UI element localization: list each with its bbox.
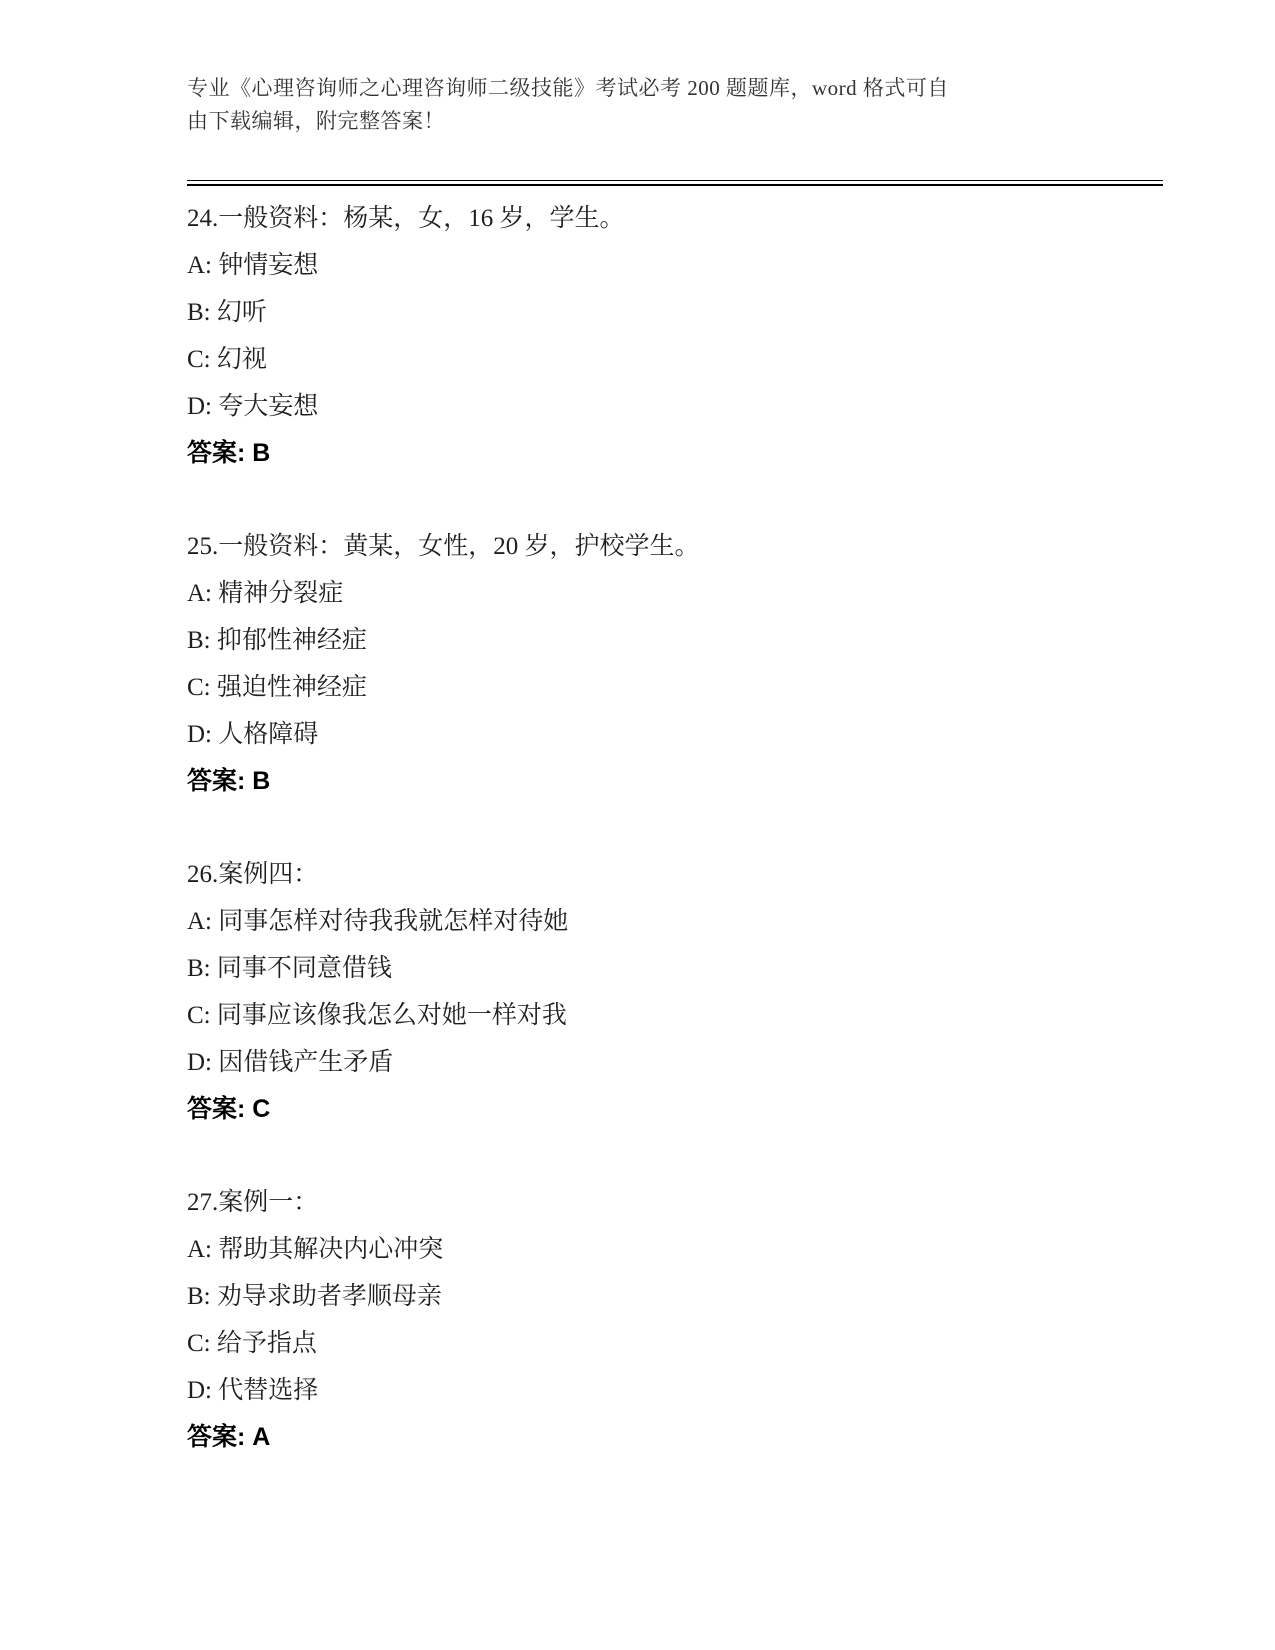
question-27-stem: 27.案例一： bbox=[187, 1189, 319, 1216]
header-notice bbox=[187, 72, 1163, 138]
header-notice-line-1: 专业《心理咨询师之心理咨询师二级技能》考试必考 200 题题库，word 格式可自 bbox=[187, 76, 949, 100]
question-25 bbox=[187, 523, 1163, 805]
question-27-answer: 答案: A bbox=[187, 1423, 271, 1451]
header-notice-line-2: 由下载编辑，附完整答案！ bbox=[187, 109, 445, 133]
question-26 bbox=[187, 851, 1163, 1133]
question-27 bbox=[187, 1179, 1163, 1461]
question-24-option-a: A: 钟情妄想 bbox=[187, 252, 319, 279]
question-26-stem: 26.案例四： bbox=[187, 861, 319, 888]
question-26-answer: 答案: C bbox=[187, 1095, 271, 1123]
question-27-option-d: D: 代替选择 bbox=[187, 1377, 319, 1404]
question-25-option-d: D: 人格障碍 bbox=[187, 721, 319, 748]
question-24-option-c: C: 幻视 bbox=[187, 346, 267, 373]
question-27-option-b: B: 劝导求助者孝顺母亲 bbox=[187, 1283, 442, 1310]
question-27-option-a: A: 帮助其解决内心冲突 bbox=[187, 1236, 444, 1263]
question-24 bbox=[187, 195, 1163, 477]
question-26-option-b: B: 同事不同意借钱 bbox=[187, 955, 392, 982]
question-25-option-b: B: 抑郁性神经症 bbox=[187, 627, 367, 654]
question-25-option-c: C: 强迫性神经症 bbox=[187, 674, 367, 701]
question-25-stem: 25.一般资料：黄某，女性，20 岁，护校学生。 bbox=[187, 533, 700, 560]
question-25-option-a: A: 精神分裂症 bbox=[187, 580, 344, 607]
question-27-option-c: C: 给予指点 bbox=[187, 1330, 317, 1357]
question-24-option-b: B: 幻听 bbox=[187, 299, 267, 326]
question-list bbox=[187, 195, 1163, 1461]
question-26-option-a: A: 同事怎样对待我我就怎样对待她 bbox=[187, 908, 569, 935]
question-24-stem: 24.一般资料：杨某，女，16 岁，学生。 bbox=[187, 205, 625, 232]
header-divider bbox=[187, 180, 1163, 186]
question-25-answer: 答案: B bbox=[187, 767, 271, 795]
question-26-option-c: C: 同事应该像我怎么对她一样对我 bbox=[187, 1002, 567, 1029]
question-24-answer: 答案: B bbox=[187, 439, 271, 467]
question-24-option-d: D: 夸大妄想 bbox=[187, 393, 319, 420]
question-26-option-d: D: 因借钱产生矛盾 bbox=[187, 1049, 394, 1076]
